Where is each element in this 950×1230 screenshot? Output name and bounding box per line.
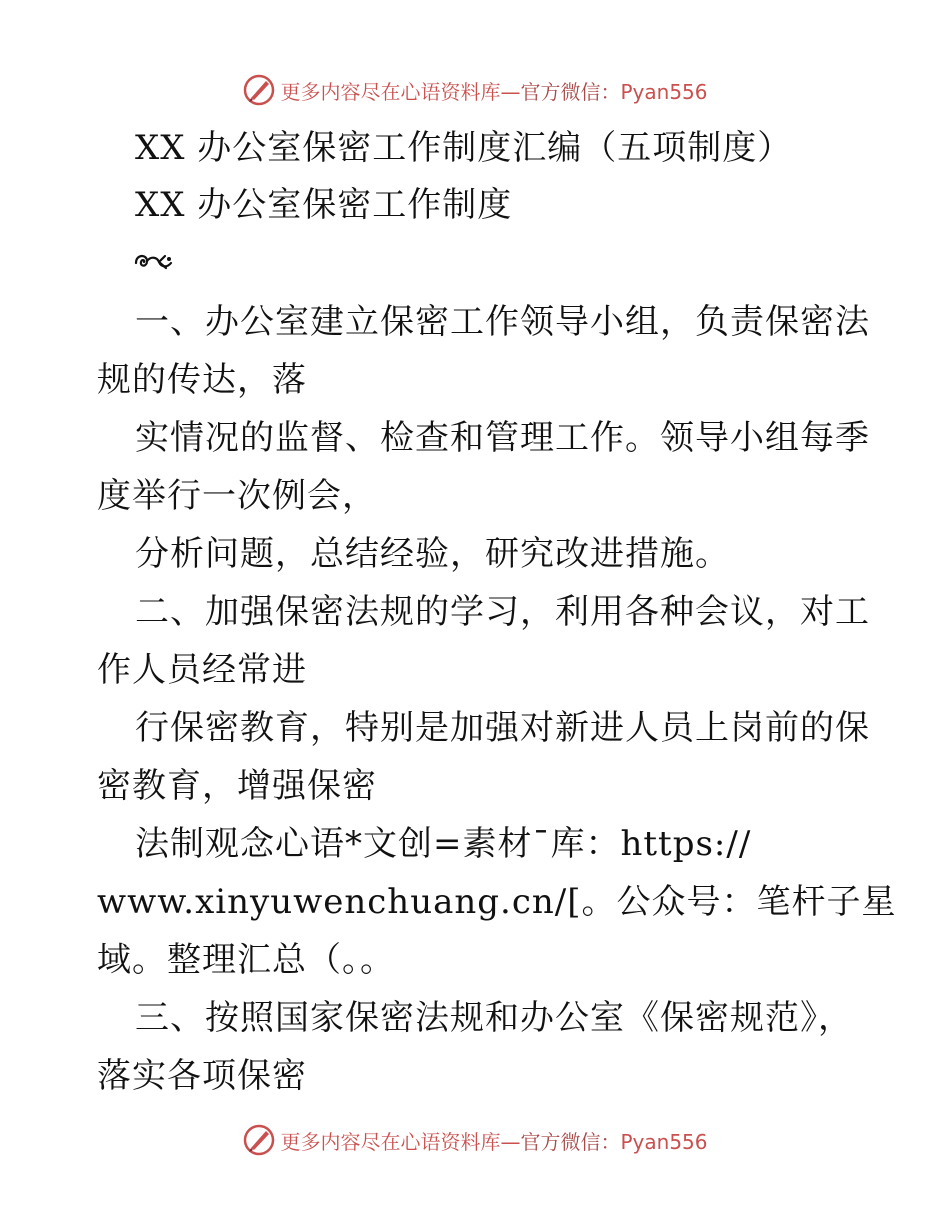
footer-banner [0, 1120, 950, 1160]
body-line: 三、按照国家保密法规和办公室《保密规范》， [135, 998, 853, 1038]
banner-main-text: 更多内容尽在心语资料库— [280, 79, 521, 104]
banner-wechat-label: 官方微信： [520, 1129, 621, 1154]
body-line: 域。整理汇总（。。 [97, 940, 395, 980]
banner-wechat-handle: Pyan556 [620, 79, 708, 104]
body-line: 规的传达，落 [97, 360, 307, 400]
banner-main-text: 更多内容尽在心语资料库— [280, 1129, 521, 1154]
banner-text [280, 1126, 707, 1155]
pen-logo-icon [242, 73, 276, 107]
body-line: 落实各项保密 [97, 1056, 307, 1096]
banner-text [280, 76, 707, 105]
body-line: 二、加强保密法规的学习，利用各种会议，对工 [135, 592, 870, 632]
body-line: 分析问题，总结经验，研究改进措施。 [135, 534, 730, 574]
body-line: 密教育，增强保密 [97, 766, 377, 806]
body-line: 一、办公室建立保密工作领导小组，负责保密法 [135, 302, 870, 342]
body-line: www.xinyuwenchuang.cn/[。公众号：笔杆子星 [97, 882, 897, 922]
fleuron-ornament-icon [133, 248, 175, 278]
pen-logo-icon [242, 1123, 276, 1157]
body-line: 法制观念心语*文创=素材¯库：https:// [135, 824, 752, 864]
banner-wechat-handle: Pyan556 [620, 1129, 708, 1154]
header-banner [0, 70, 950, 110]
body-line: 行保密教育，特别是加强对新进人员上岗前的保 [135, 708, 870, 748]
document-title: XX 办公室保密工作制度汇编（五项制度） [135, 128, 793, 168]
body-line: 实情况的监督、检查和管理工作。领导小组每季 [135, 418, 870, 458]
body-line: 作人员经常进 [97, 650, 307, 690]
body-line: 度举行一次例会， [97, 476, 377, 516]
document-subtitle: XX 办公室保密工作制度 [135, 185, 513, 225]
banner-wechat-label: 官方微信： [520, 79, 621, 104]
